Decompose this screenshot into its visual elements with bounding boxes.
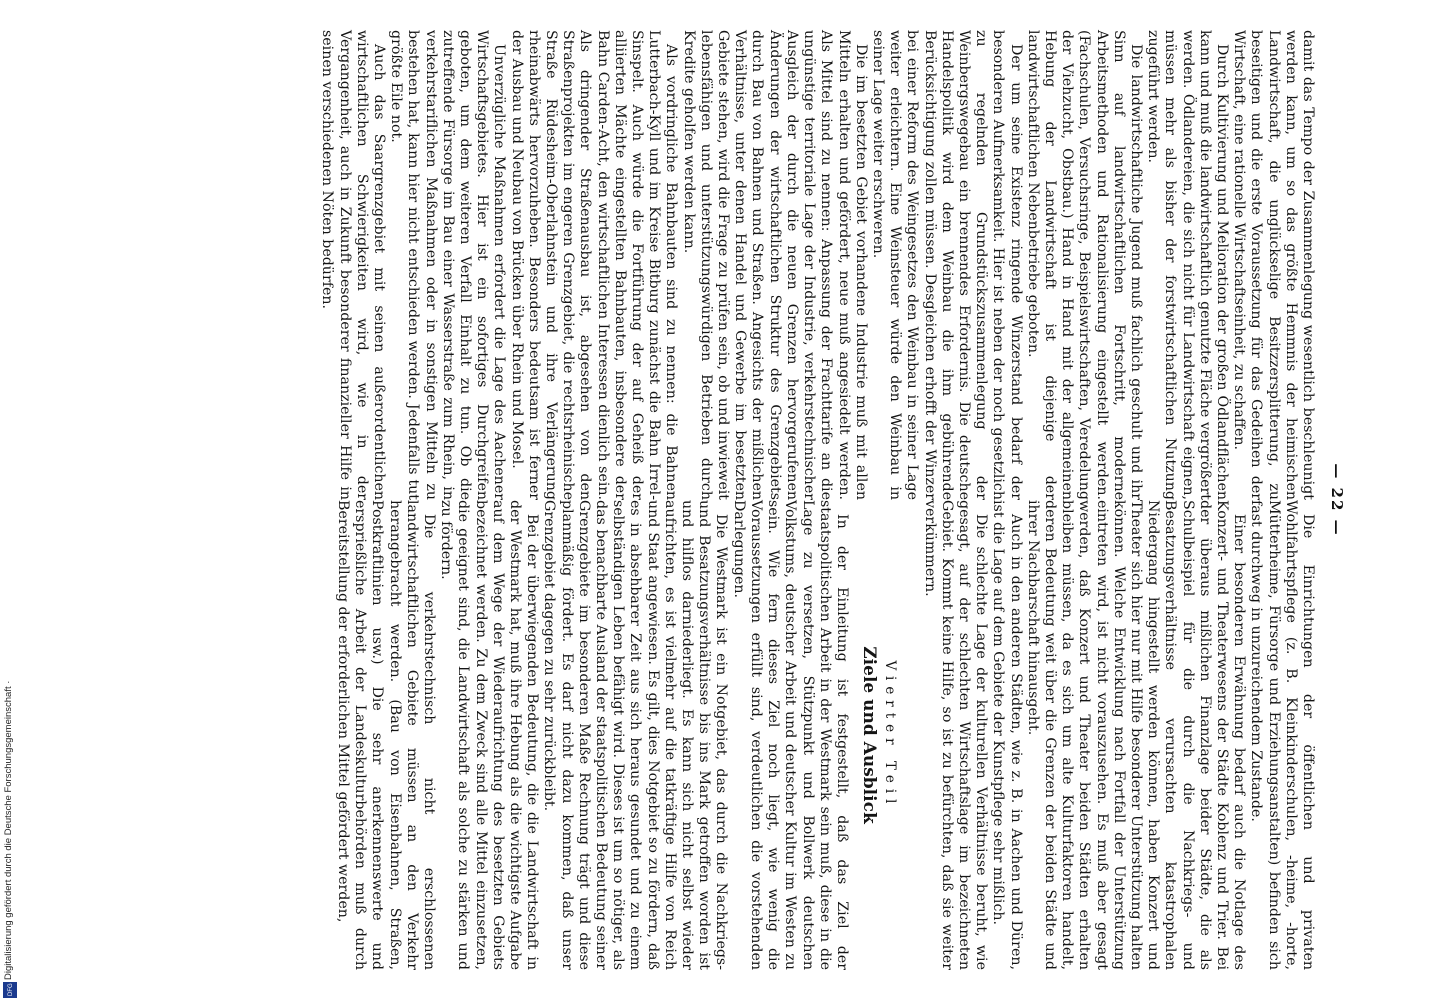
- paragraph: Als vordringliche Bahnbauten sind zu nennen: die Bahnen Lutterbach-Kyll und im Kreise Bitburg zunächst die Bahn Irrel-Sinspelt. Auch würde die Fortführung der auf Geheiß der alliierten Mächte eingestellten Bahnbauten, insbesondere der Bahn Carden-Acht, den wirtschaftlichen Interessen dienlich sein. Als dringender Straßenausbau ist, abgesehen von den Straßenprojekten im engeren Grenzgebiet, die rechtsrheinische Straße Rüdesheim-Oberlahnstein und ihre Verlängerung rheinabwärts hervorzuheben. Besonders bedeutsam ist ferner der Ausbau und Neubau von Brücken über Rhein und Mosel.: [508, 30, 680, 500]
- footer-credit-text: Digitalisierung gefördert durch die Deutsche Forschungsgemeinschaft ·: [3, 680, 14, 980]
- paragraph: damit das Tempo der Zusammenlegung wesentlich beschleunigt werden kann, um so das größte Hemmnis der heimischen Landwirtschaft, die unglückselige Besitzzersplitterung, zu beseitigen und die erste Voraussetzung für das Gedeihen der Wirtschaft, eine rationelle Wirtschaftseinheit, zu schaffen.: [1231, 30, 1316, 500]
- paragraph: In der Einleitung ist festgestellt, daß das Ziel der staatspolitischen Arbeit in der Westmark sein muß, diese in die Lage zu versetzen, Stützpunkt und Bollwerk deutschen Volkstums, deutscher Arbeit und deutscher Kultur im Westen zu sein. Wie fern dieses Ziel noch liegt, wie wenig die Voraussetzungen erfüllt sind, verdeutlichen die vorstehenden Darlegungen.: [730, 500, 850, 970]
- part-label: Vierter Teil: [882, 660, 899, 810]
- paragraph: Die im besetzten Gebiet vorhandene Industrie muß mit allen Mitteln erhalten und gefördert, neue muß angesiedelt werden. Als Mittel sind zu nennen: Anpassung der Frachttarife an die ungünstige territoriale Lage der Industrie, verkehrstechnischer Ausgleich der durch die neuen Grenzen hervorgerufenen Änderungen der wirtschaftlichen Struktur des Grenzgebiets durch Bau von Bahnen und Straßen. Angesichts der mißlichen Verhältnisse, unter denen Handel und Gewerbe im besetzten Gebiete stehen, wird die Frage zu prüfen sein, ob und inwieweit lebensfähigen und unterstützungswürdigen Betrieben durch Kredite geholfen werden kann.: [680, 30, 869, 500]
- left-column: [318, 30, 1316, 500]
- paragraph: Der um seine Existenz ringende Winzerstand bedarf der besonderen Aufmerksamkeit. Hier ist neben der noch gesetzlich zu regelnden Grundstückszusammenlegung der Weinbergswegebau ein brennendes Erfordernis. Die deutsche Handelspolitik wird dem Weinbau die ihm gebührende Berücksichtigung zollen müssen. Desgleichen erhofft der Winzer bei einer Reform des Weingesetzes den Weinbau in seiner Lage weiter erleichtern. Eine Weinsteuer würde den Weinbau in seiner Lage weiter erschweren.: [869, 30, 1024, 500]
- section-heading: Ziele und Ausblick: [859, 646, 880, 824]
- paragraph: Die verkehrstechnisch nicht erschlossenen landwirtschaftlichen Gebiete müssen an den Verkehr herangebracht werden. (Bau von Eisenbahnen, Straßen, Postkraftlinien usw.) Die sehr anerkennenswerte und ersprießliche Arbeit der Landeskulturbehörden muß durch Bereitstellung der erforderlichen Mittel gefördert werden,: [335, 500, 438, 970]
- paragraph: Die schlechte Lage der kulturellen Verhältnisse beruht, wie gesagt, auf der schlechten Wirtschaftslage im bezeichneten Gebiet. Kommt keine Hilfe, so ist zu befürchten, daß sie weiter verkümmern.: [921, 500, 990, 970]
- paragraph: Unverzügliche Maßnahmen erfordert die Lage des Aachener Wirtschaftsgebietes. Hier ist ein sofortiges Durchgreifen geboten, um dem weiteren Verfall Einhalt zu tun. Ob die zutreffende Fürsorge im Bau einer Wasserstraße zum Rhein, in verkehrstariflichen Maßnahmen oder in sonstigen Mitteln zu bestehen hat, kann hier nicht entschieden werden. Jedenfalls tut größte Eile not.: [388, 30, 508, 500]
- paragraph: Durch Kultivierung und Melioration der großen Ödlandflächen kann und muß die landwirtschaftlich genutzte Fläche vergrößert werden. Ödlandereien, die sich nicht für Landwirtschaft eignen, müssen mehr als bisher der forstwirtschaftlichen Nutzung zugeführt werden.: [1145, 30, 1230, 500]
- page-number: — 22 —: [1328, 463, 1346, 537]
- paragraph: Auch das Saargrenzgebiet mit seinen außerordentlichen wirtschaftlichen Schwierigkeiten wird, wie in der Vergangenheit, auch in Zukunft besonderer finanzieller Hilfe in seinen verschiedenen Nöten bedürfen.: [319, 30, 388, 500]
- paragraph: Auch in den anderen Städten, wie z. B. in Aachen und Düren, ist die Lage auf dem Gebiete der Kunstpflege sehr mißlich.: [990, 500, 1024, 970]
- paragraph: Die landwirtschaftliche Jugend muß fachlich geschult und ihr Sinn auf landwirtschaftlichen Fortschritt, moderne Arbeitsmethoden und Rationalisierung eingestellt werden. (Fachschulen, Versuchsringe, Beispielswirtschaften, Veredelung der Viehzucht, Obstbau.) Hand in Hand mit der allgemeinen Hebung der Landwirtschaft ist diejenige der landwirtschaftlichen Nebenbetriebe geboten.: [1024, 30, 1144, 500]
- digitization-footer: [3, 570, 17, 998]
- dfg-logo-icon: DFG: [3, 982, 17, 998]
- paragraph: Bei der überwiegenden Bedeutung, die die Landwirtschaft in der Westmark hat, muß ihre Hebung als die wichtigste Aufgabe auf dem Wege der Wiederaufrichtung des besetzten Gebiets bezeichnet werden. Zu dem Zweck sind alle Mittel einzusetzen, die geeignet sind, die Landwirtschaft als solche zu stärken und zu fördern.: [438, 500, 541, 970]
- paragraph: Einer besonderen Erwähnung bedarf auch die Notlage des Konzert- und Theaterwesens der Städte Koblenz und Trier. Bei der überaus mißlichen Finanzlage beider Städte, die als Schulbeispiel für die durch die Nachkriegs- und Besatzungsverhältnisse verursachten katastrophalen Niedergang hingestellt werden können, haben Konzert und Theater sich hier nur mit Hilfe besonderer Unterstützung halten können. Welche Entwicklung nach Fortfall der Unterstützung eintreten wird, ist nicht vorauszusehen. Es muß aber gesagt werden, daß Konzert und Theater beiden Städten erhalten bleiben müssen, da es sich um alte Kulturfaktoren handelt, deren Bedeutung weit über die Grenzen der beiden Städte und ihrer Nachbarschaft hinausgeht.: [1024, 500, 1248, 970]
- paragraph: Die Einrichtungen der öffentlichen und privaten Wohlfahrtspflege (z. B. Kleinkinderschulen, -heime, -horte, Mütterheime, Fürsorge und Erziehungsanstalten) befinden sich fast durchweg in unzureichendem Zustande.: [1248, 500, 1316, 970]
- paragraph: Die Westmark ist ein Notgebiet, das durch die Nachkriegs- und Besatzungsverhältnisse bis ins Mark getroffen worden ist und hilflos darniederliegt. Es kann sich nicht selbst wieder aufrichten, es ist vielmehr auf die tatkräftige Hilfe von Reich und Staat angewiesen. Es gilt, dies Notgebiet so zu fördern, daß es in absehbarer Zeit aus sich heraus gesundet und zu einem selbständigen Leben befähigt wird. Dieses ist um so nötiger, als das benachbarte Ausland der staatspolitischen Bedeutung seiner Grenzgebiete im besonderen Maße Rechnung trägt und diese planmäßig fördert. Es darf nicht dazu kommen, daß unser Grenzgebiet dagegen zu sehr zurückbleibt.: [541, 500, 730, 970]
- right-column: [334, 500, 1316, 970]
- scanned-page: [14, 10, 1424, 990]
